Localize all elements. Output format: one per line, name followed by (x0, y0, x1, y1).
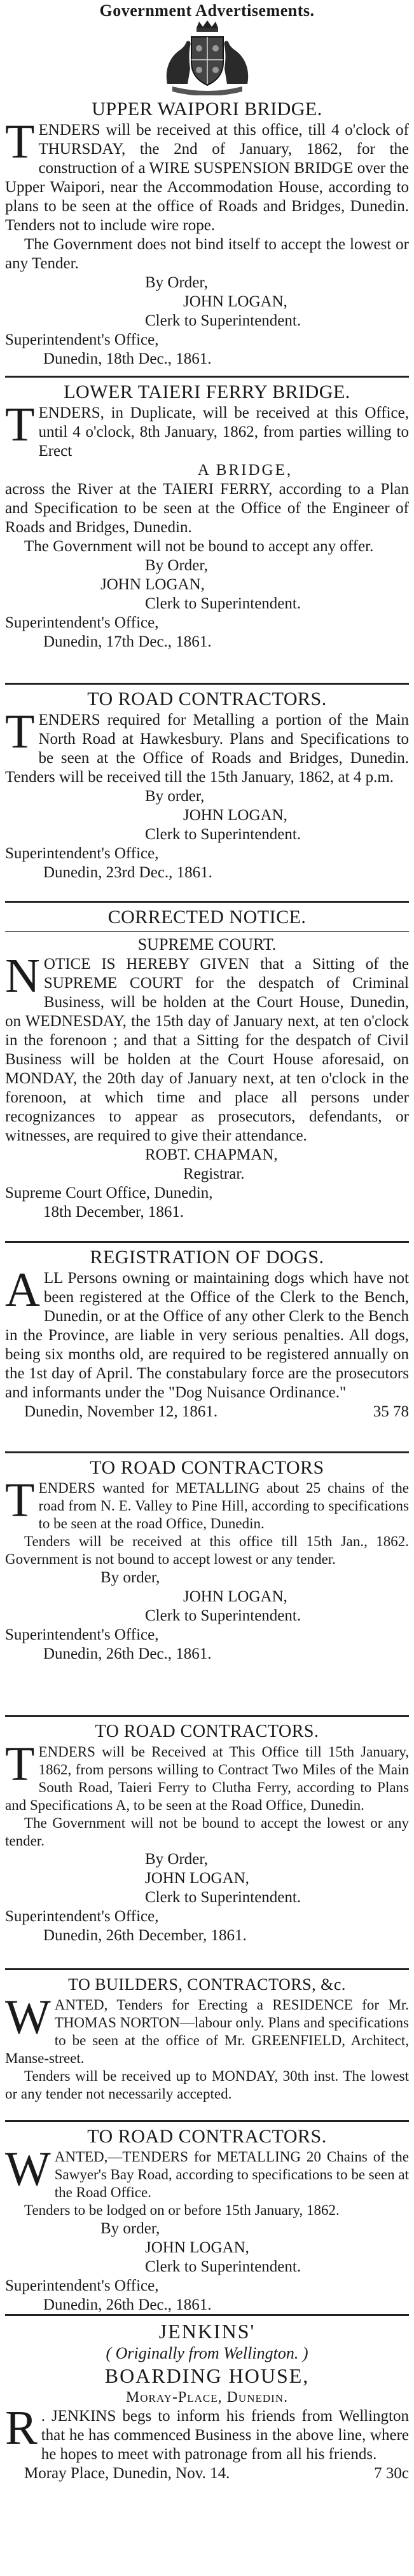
signatory-name: JOHN LOGAN, (100, 576, 205, 593)
drop-cap: T (5, 115, 35, 168)
office: Superintendent's Office, (5, 1908, 159, 1925)
drop-cap: T (5, 1737, 35, 1791)
place-date: Dunedin, 18th Dec., 1861. (43, 350, 212, 367)
ad-body (5, 2142, 409, 2202)
ad-title: TO ROAD CONTRACTORS. (87, 689, 327, 709)
ad-body (5, 949, 409, 1146)
divider-thin (5, 931, 409, 932)
place-date: Dunedin, 17th Dec., 1861. (43, 633, 212, 650)
ad-title: LOWER TAIERI FERRY BRIDGE. (64, 381, 350, 402)
place-date: Dunedin, 26th December, 1861. (43, 1927, 247, 1944)
ad-body (5, 705, 409, 787)
signatory-name: JOHN LOGAN, (145, 2239, 249, 2256)
ad-registration-of-dogs (5, 1246, 409, 1448)
ad-body-text: ENDERS, in Duplicate, will be received at this Office, until 4 o'clock, 8th January, 1862, from parties willing to Erect (38, 404, 409, 460)
ad-center-heading: A BRIDGE, (197, 462, 293, 479)
ad-body-2: The Government does not bind itself to accept the lowest or any Tender. (5, 236, 409, 272)
ad-title: CORRECTED NOTICE. (107, 907, 307, 928)
ad-body-text: ENDERS will be received at this office, till 4 o'clock of THURSDAY, the 2nd of January, 1862, for the construction of a WIRE SUSPENSION BRIDGE over the Upper Waipori, near the Accommodation House, according to plans to be seen at the office of Roads and Bridges, Dunedin. Tenders not to include wire rope. (5, 121, 409, 234)
ad-body-2: The Government will not be bound to accept the lowest or any tender. (5, 1815, 409, 1849)
ad-body-text: ANTED,—TENDERS for METALLING 20 Chains of the Sawyer's Bay Road, according to specifications to be seen at the Road Office. (54, 2149, 409, 2200)
signatory-role: Clerk to Superintendent. (145, 826, 301, 843)
office: Superintendent's Office, (5, 1626, 159, 1643)
by-order: By order, (100, 2220, 160, 2237)
drop-cap: W (5, 1990, 51, 2044)
ad-upper-waipori-bridge (5, 98, 409, 373)
office: Supreme Court Office, Dunedin, (5, 1184, 213, 1202)
by-order: By order, (100, 1569, 160, 1586)
drop-cap: T (5, 705, 35, 758)
ad-body-text: ANTED, Tenders for Erecting a RESIDENCE for Mr. THOMAS NORTON—labour only. Plans and specifications to be seen at the office of Mr. GREENFIELD, Architect, Manse-street. (5, 1997, 409, 2066)
place-date: Dunedin, 23rd Dec., 1861. (43, 864, 212, 881)
ad-subtitle-2: Moray-Place, Dunedin. (125, 2389, 289, 2406)
place-date: Moray Place, Dunedin, Nov. 14. (24, 2465, 230, 2482)
ad-road-contractors-pine-hill (5, 1456, 409, 1712)
ad-body (5, 398, 409, 461)
signatory-name: JOHN LOGAN, (183, 293, 287, 310)
ad-jenkins-boarding-house (5, 2319, 409, 2523)
signatory-role: Registrar. (183, 1165, 245, 1182)
ad-road-contractors-hawkesbury (5, 688, 409, 898)
drop-cap: W (5, 2142, 51, 2196)
ad-road-contractors-main-south-road (5, 1720, 409, 1965)
ad-supreme-court-notice (5, 906, 409, 1238)
divider (5, 376, 409, 378)
ad-body (5, 1990, 409, 2067)
drop-cap: T (5, 398, 35, 451)
divider (5, 1715, 409, 1717)
signatory-name: ROBT. CHAPMAN, (145, 1146, 278, 1163)
signatory-role: Clerk to Superintendent. (145, 1607, 301, 1624)
ad-body-text: ENDERS required for Metalling a portion of the Main North Road at Hawkesbury. Plans and Specifications to be seen at the Office of Roads and Bridges, Dunedin. Tenders will be received till the 15th January, 1862, at 4 p.m. (5, 711, 409, 786)
ad-subtitle: SUPREME COURT. (137, 935, 277, 954)
office: Superintendent's Office, (5, 614, 159, 631)
ad-body-text: ENDERS wanted for METALLING about 25 chains of the road from N. E. Valley to Pine Hill, according to specifications to be seen at the road Office, Dunedin. (38, 1480, 409, 1531)
divider (5, 1968, 409, 1970)
ad-title-2: BOARDING HOUSE, (104, 2364, 310, 2387)
ad-body-text: LL Persons owning or maintaining dogs which have not been registered at the Office of the Clerk to the Bench, Dunedin, or at the Office of any other Clerk to the Bench in the Province, are liable in very serious penalties. All dogs, being six months old, are required to be registered annually on the 1st day of April. The constabulary force are the prosecutors and informants under the "Dog Nuisance Ordinance." (5, 1270, 409, 1401)
ad-body (5, 1474, 409, 1533)
ad-subtitle: ( Originally from Wellington. ) (106, 2344, 308, 2362)
ad-title: TO ROAD CONTRACTORS (90, 1457, 324, 1478)
ad-body (5, 1737, 409, 1814)
ad-body (5, 1263, 409, 1402)
office: Superintendent's Office, (5, 845, 159, 862)
by-order: By Order, (145, 557, 208, 574)
ad-ref: 35 78 (373, 1403, 409, 1420)
place-date: 18th December, 1861. (43, 1203, 184, 1221)
place-date-row (5, 2464, 409, 2483)
divider (5, 2120, 409, 2122)
place-date: Dunedin, 26th Dec., 1861. (43, 1645, 212, 1662)
drop-cap: A (5, 1263, 40, 1317)
signatory-role: Clerk to Superintendent. (145, 2258, 301, 2275)
office: Superintendent's Office, (5, 331, 159, 348)
ad-title: UPPER WAIPORI BRIDGE. (92, 99, 322, 120)
ad-body (5, 2401, 409, 2464)
page-header: Government Advertisements. (99, 1, 315, 20)
ad-road-contractors-sawyers-bay (5, 2125, 409, 2311)
ad-title: JENKINS' (158, 2320, 256, 2343)
by-order: By Order, (145, 274, 208, 291)
signatory-name: JOHN LOGAN, (145, 1870, 249, 1887)
signatory-role: Clerk to Superintendent. (145, 595, 301, 612)
drop-cap: N (5, 949, 40, 1003)
ad-body-2: Tenders will be received up to MONDAY, 30th inst. The lowest or any tender not necessarily accepted. (5, 2068, 409, 2102)
place-date: Dunedin, November 12, 1861. (24, 1403, 218, 1420)
ad-title: TO ROAD CONTRACTORS. (87, 2126, 327, 2147)
ad-builders-contractors (5, 1973, 409, 2117)
office: Superintendent's Office, (5, 2277, 159, 2294)
ad-title: TO ROAD CONTRACTORS. (95, 1722, 319, 1741)
ad-body-2: Tenders to be lodged on or before 15th January, 1862. (24, 2202, 340, 2218)
crest-container (5, 20, 409, 98)
ad-title: REGISTRATION OF DOGS. (90, 1247, 324, 1268)
signatory-role: Clerk to Superintendent. (145, 1889, 301, 1906)
royal-coat-of-arms-icon (160, 20, 255, 95)
drop-cap: R (5, 2401, 38, 2455)
ad-body-2: Tenders will be received at this office till 15th Jan., 1862. Government is not bound to accept lowest or any tender. (5, 1533, 409, 1567)
divider (5, 1241, 409, 1243)
signatory-name: JOHN LOGAN, (183, 807, 287, 824)
place-date-row (5, 1402, 409, 1422)
by-order: By Order, (145, 1851, 208, 1868)
ad-body-text: OTICE IS HEREBY GIVEN that a Sitting of the SUPREME COURT for the despatch of Criminal Business, will be holden at the Court House, Dunedin, on WEDNESDAY, the 15th day of January next, at ten o'clock in the forenoon ; and that a Sitting for the despatch of Civil Business will be holden at the Court House aforesaid, on MONDAY, the 20th day of January next, at ten o'clock in the forenoon, at which time and place all persons under recognizances to appear as prosecutors, defendants, or witnesses, are required to give their attendance. (5, 956, 409, 1144)
signatory-name: JOHN LOGAN, (183, 1588, 287, 1605)
ad-ref: 7 30c (374, 2465, 409, 2482)
ad-title: TO BUILDERS, CONTRACTORS, &c. (68, 1975, 346, 1994)
ad-body-3: The Government will not be bound to accept any offer. (24, 538, 374, 555)
ad-lower-taieri-ferry-bridge (5, 381, 409, 680)
divider (5, 683, 409, 685)
signatory-role: Clerk to Superintendent. (145, 312, 301, 329)
by-order: By order, (145, 788, 205, 805)
ad-body-2: across the River at the TAIERI FERRY, according to a Plan and Specification to be seen at the Office of the Engineer of Roads and Bridges, Dunedin. (5, 481, 409, 536)
divider (5, 901, 409, 903)
ad-body-text: . JENKINS begs to inform his friends from Wellington that he has commenced Business in the above line, where he hopes to meet with patronage from all his friends. (41, 2408, 409, 2463)
place-date: Dunedin, 26th Dec., 1861. (43, 2296, 212, 2313)
ad-body-text: ENDERS will be Received at This Office till 15th January, 1862, from persons willing to Contract Two Miles of the Main South Road, Taieri Ferry to Clutha Ferry, according to Plans and Specifications A, to be seen at the Road Office, Dunedin. (5, 1744, 409, 1813)
drop-cap: T (5, 1474, 35, 1527)
ad-body (5, 115, 409, 235)
divider (5, 1451, 409, 1453)
